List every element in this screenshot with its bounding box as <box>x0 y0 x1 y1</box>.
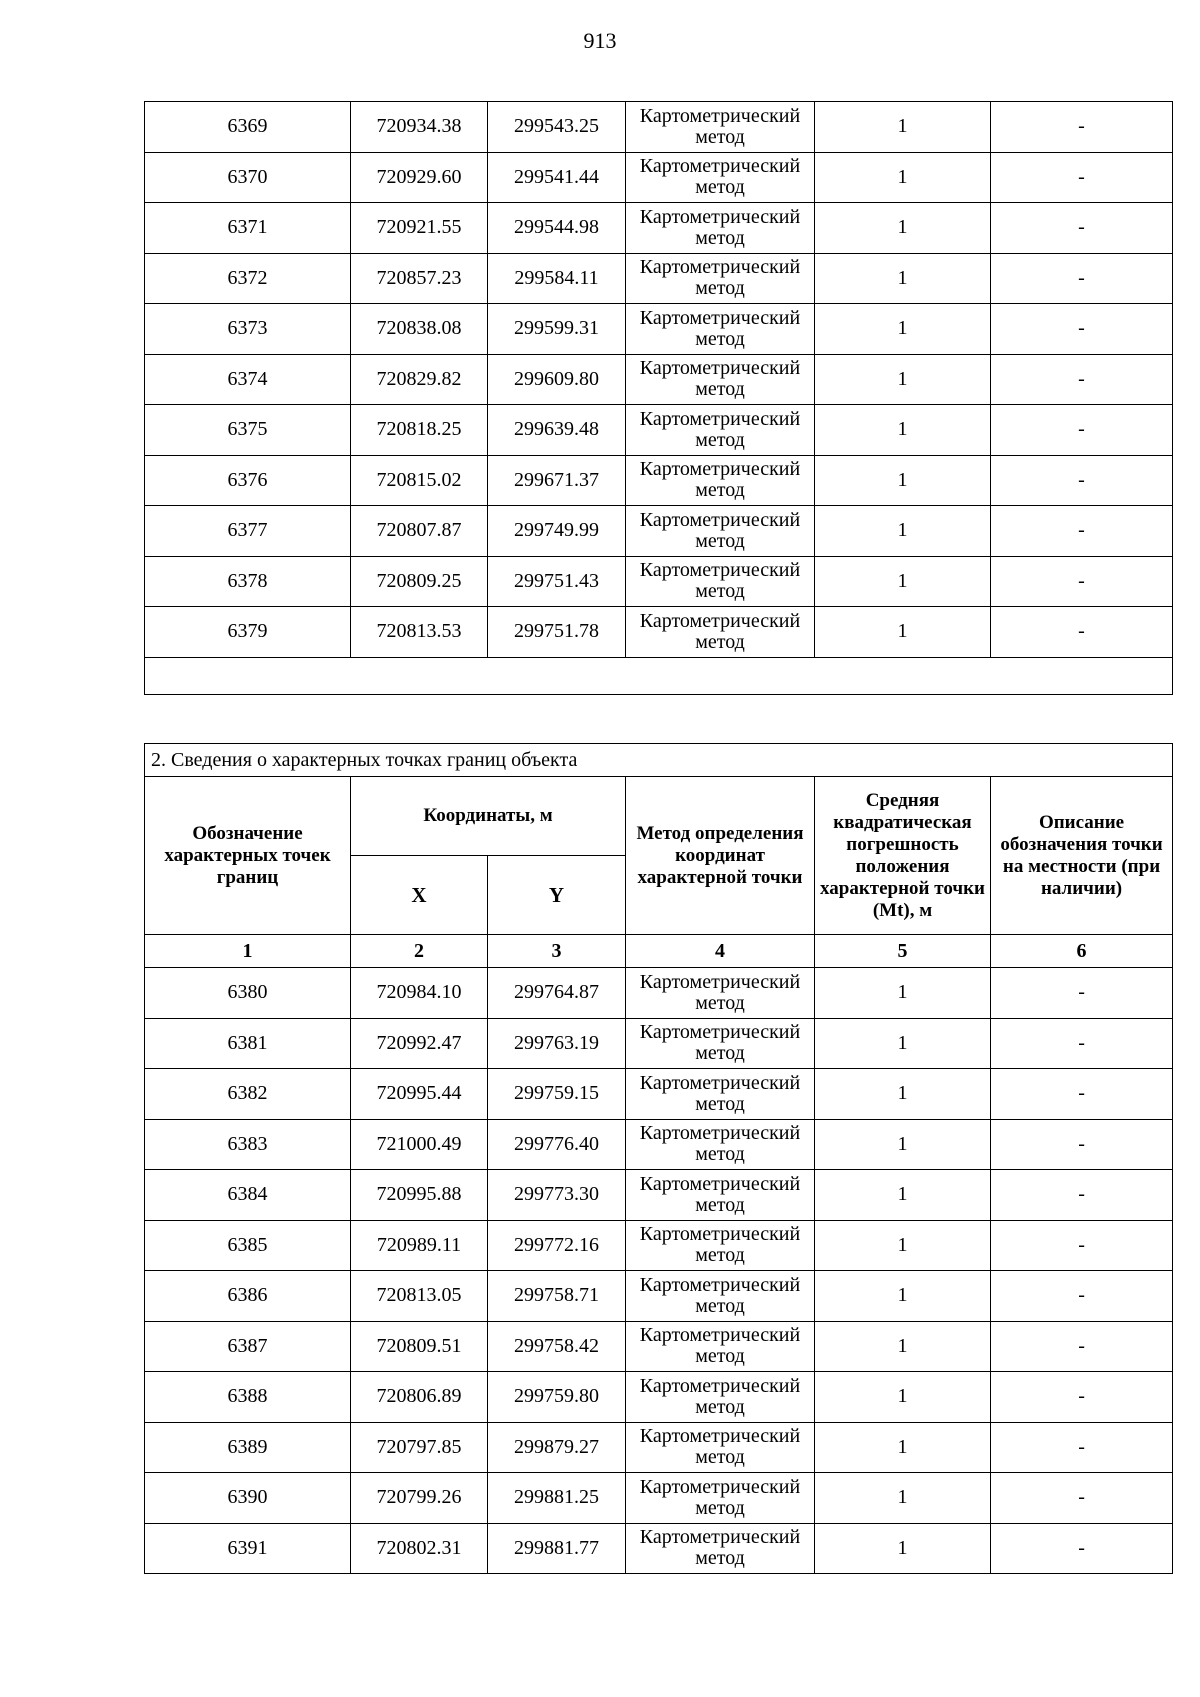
point-id-cell: 6389 <box>145 1422 351 1473</box>
x-coordinate-cell: 720813.05 <box>351 1271 488 1322</box>
y-coordinate-cell: 299881.25 <box>488 1473 626 1524</box>
error-value-cell: 1 <box>815 102 991 153</box>
description-cell: - <box>991 102 1173 153</box>
description-cell: - <box>991 253 1173 304</box>
error-value-cell: 1 <box>815 506 991 557</box>
error-value-cell: 1 <box>815 1422 991 1473</box>
error-value-cell: 1 <box>815 1220 991 1271</box>
description-cell: - <box>991 405 1173 456</box>
description-cell: - <box>991 152 1173 203</box>
description-cell: - <box>991 203 1173 254</box>
y-coordinate-cell: 299773.30 <box>488 1170 626 1221</box>
error-value-cell: 1 <box>815 1523 991 1574</box>
x-coordinate-cell: 720829.82 <box>351 354 488 405</box>
method-cell: Картометрический метод <box>626 354 815 405</box>
empty-row <box>145 657 1173 694</box>
error-value-cell: 1 <box>815 304 991 355</box>
point-id-cell: 6375 <box>145 405 351 456</box>
x-coordinate-cell: 720992.47 <box>351 1018 488 1069</box>
method-cell: Картометрический метод <box>626 1523 815 1574</box>
x-coordinate-cell: 720809.25 <box>351 556 488 607</box>
error-value-cell: 1 <box>815 1271 991 1322</box>
error-value-cell: 1 <box>815 1473 991 1524</box>
y-coordinate-cell: 299609.80 <box>488 354 626 405</box>
error-value-cell: 1 <box>815 152 991 203</box>
table-row <box>145 203 1173 254</box>
method-cell: Картометрический метод <box>626 1271 815 1322</box>
y-coordinate-cell: 299639.48 <box>488 405 626 456</box>
x-coordinate-cell: 720995.88 <box>351 1170 488 1221</box>
table-row <box>145 1069 1173 1120</box>
table-row <box>145 304 1173 355</box>
description-cell: - <box>991 354 1173 405</box>
x-coordinate-cell: 720802.31 <box>351 1523 488 1574</box>
table-row <box>145 455 1173 506</box>
column-numbers-row <box>145 935 1173 968</box>
error-value-cell: 1 <box>815 1119 991 1170</box>
method-cell: Картометрический метод <box>626 253 815 304</box>
table-row <box>145 1170 1173 1221</box>
description-cell: - <box>991 1523 1173 1574</box>
y-coordinate-cell: 299764.87 <box>488 968 626 1019</box>
error-value-cell: 1 <box>815 1170 991 1221</box>
coordinates-table-continued <box>144 101 1173 695</box>
table-row <box>145 152 1173 203</box>
description-cell: - <box>991 607 1173 658</box>
x-coordinate-cell: 720838.08 <box>351 304 488 355</box>
section-title: 2. Сведения о характерных точках границ объекта <box>145 744 1173 777</box>
error-value-cell: 1 <box>815 354 991 405</box>
point-id-cell: 6379 <box>145 607 351 658</box>
method-cell: Картометрический метод <box>626 1473 815 1524</box>
description-cell: - <box>991 1119 1173 1170</box>
y-coordinate-cell: 299758.42 <box>488 1321 626 1372</box>
point-id-cell: 6388 <box>145 1372 351 1423</box>
error-value-cell: 1 <box>815 607 991 658</box>
y-coordinate-cell: 299879.27 <box>488 1422 626 1473</box>
description-cell: - <box>991 968 1173 1019</box>
y-coordinate-cell: 299763.19 <box>488 1018 626 1069</box>
method-cell: Картометрический метод <box>626 152 815 203</box>
method-cell: Картометрический метод <box>626 1372 815 1423</box>
table-row <box>145 1523 1173 1574</box>
point-id-cell: 6380 <box>145 968 351 1019</box>
header-designation: Обозначение характерных точек границ <box>145 777 351 935</box>
x-coordinate-cell: 720995.44 <box>351 1069 488 1120</box>
x-coordinate-cell: 720921.55 <box>351 203 488 254</box>
header-y: Y <box>488 856 626 935</box>
column-number: 1 <box>145 935 351 968</box>
table-row <box>145 1220 1173 1271</box>
y-coordinate-cell: 299544.98 <box>488 203 626 254</box>
error-value-cell: 1 <box>815 203 991 254</box>
y-coordinate-cell: 299543.25 <box>488 102 626 153</box>
table-row <box>145 556 1173 607</box>
y-coordinate-cell: 299751.78 <box>488 607 626 658</box>
description-cell: - <box>991 1018 1173 1069</box>
x-coordinate-cell: 720989.11 <box>351 1220 488 1271</box>
method-cell: Картометрический метод <box>626 304 815 355</box>
x-coordinate-cell: 720934.38 <box>351 102 488 153</box>
y-coordinate-cell: 299599.31 <box>488 304 626 355</box>
column-number: 5 <box>815 935 991 968</box>
method-cell: Картометрический метод <box>626 1069 815 1120</box>
y-coordinate-cell: 299751.43 <box>488 556 626 607</box>
method-cell: Картометрический метод <box>626 968 815 1019</box>
point-id-cell: 6391 <box>145 1523 351 1574</box>
error-value-cell: 1 <box>815 556 991 607</box>
method-cell: Картометрический метод <box>626 1170 815 1221</box>
y-coordinate-cell: 299671.37 <box>488 455 626 506</box>
table-row <box>145 968 1173 1019</box>
description-cell: - <box>991 506 1173 557</box>
table-row <box>145 1271 1173 1322</box>
error-value-cell: 1 <box>815 455 991 506</box>
table-row <box>145 354 1173 405</box>
x-coordinate-cell: 720813.53 <box>351 607 488 658</box>
description-cell: - <box>991 304 1173 355</box>
x-coordinate-cell: 720799.26 <box>351 1473 488 1524</box>
description-cell: - <box>991 1170 1173 1221</box>
method-cell: Картометрический метод <box>626 556 815 607</box>
point-id-cell: 6387 <box>145 1321 351 1372</box>
y-coordinate-cell: 299759.80 <box>488 1372 626 1423</box>
y-coordinate-cell: 299776.40 <box>488 1119 626 1170</box>
page-number: 913 <box>583 28 617 53</box>
method-cell: Картометрический метод <box>626 1119 815 1170</box>
y-coordinate-cell: 299759.15 <box>488 1069 626 1120</box>
table-row <box>145 506 1173 557</box>
x-coordinate-cell: 721000.49 <box>351 1119 488 1170</box>
x-coordinate-cell: 720984.10 <box>351 968 488 1019</box>
table-row <box>145 1321 1173 1372</box>
error-value-cell: 1 <box>815 968 991 1019</box>
x-coordinate-cell: 720815.02 <box>351 455 488 506</box>
error-value-cell: 1 <box>815 1321 991 1372</box>
column-number: 2 <box>351 935 488 968</box>
x-coordinate-cell: 720929.60 <box>351 152 488 203</box>
table-row <box>145 1018 1173 1069</box>
method-cell: Картометрический метод <box>626 405 815 456</box>
x-coordinate-cell: 720809.51 <box>351 1321 488 1372</box>
description-cell: - <box>991 455 1173 506</box>
description-cell: - <box>991 556 1173 607</box>
point-id-cell: 6373 <box>145 304 351 355</box>
description-cell: - <box>991 1372 1173 1423</box>
method-cell: Картометрический метод <box>626 203 815 254</box>
table-row <box>145 1372 1173 1423</box>
description-cell: - <box>991 1321 1173 1372</box>
y-coordinate-cell: 299881.77 <box>488 1523 626 1574</box>
column-number: 4 <box>626 935 815 968</box>
point-id-cell: 6383 <box>145 1119 351 1170</box>
point-id-cell: 6390 <box>145 1473 351 1524</box>
column-number: 3 <box>488 935 626 968</box>
point-id-cell: 6378 <box>145 556 351 607</box>
method-cell: Картометрический метод <box>626 607 815 658</box>
method-cell: Картометрический метод <box>626 1321 815 1372</box>
description-cell: - <box>991 1220 1173 1271</box>
description-cell: - <box>991 1473 1173 1524</box>
column-number: 6 <box>991 935 1173 968</box>
error-value-cell: 1 <box>815 405 991 456</box>
table-row <box>145 1473 1173 1524</box>
point-id-cell: 6386 <box>145 1271 351 1322</box>
point-id-cell: 6384 <box>145 1170 351 1221</box>
x-coordinate-cell: 720857.23 <box>351 253 488 304</box>
point-id-cell: 6369 <box>145 102 351 153</box>
table-row <box>145 253 1173 304</box>
y-coordinate-cell: 299541.44 <box>488 152 626 203</box>
point-id-cell: 6371 <box>145 203 351 254</box>
error-value-cell: 1 <box>815 253 991 304</box>
method-cell: Картометрический метод <box>626 1422 815 1473</box>
y-coordinate-cell: 299584.11 <box>488 253 626 304</box>
method-cell: Картометрический метод <box>626 1018 815 1069</box>
method-cell: Картометрический метод <box>626 1220 815 1271</box>
table-row <box>145 1422 1173 1473</box>
point-id-cell: 6385 <box>145 1220 351 1271</box>
error-value-cell: 1 <box>815 1372 991 1423</box>
y-coordinate-cell: 299758.71 <box>488 1271 626 1322</box>
table-row <box>145 1119 1173 1170</box>
x-coordinate-cell: 720806.89 <box>351 1372 488 1423</box>
header-x: X <box>351 856 488 935</box>
x-coordinate-cell: 720797.85 <box>351 1422 488 1473</box>
description-cell: - <box>991 1271 1173 1322</box>
table-row <box>145 405 1173 456</box>
point-id-cell: 6370 <box>145 152 351 203</box>
point-id-cell: 6381 <box>145 1018 351 1069</box>
description-cell: - <box>991 1069 1173 1120</box>
table-row <box>145 102 1173 153</box>
x-coordinate-cell: 720807.87 <box>351 506 488 557</box>
point-id-cell: 6376 <box>145 455 351 506</box>
boundary-points-table <box>144 743 1173 1574</box>
method-cell: Картометрический метод <box>626 102 815 153</box>
header-error: Средняя квадратическая погрешность положения характерной точки (Mt), м <box>815 777 991 935</box>
error-value-cell: 1 <box>815 1069 991 1120</box>
header-method: Метод определения координат характерной точки <box>626 777 815 935</box>
description-cell: - <box>991 1422 1173 1473</box>
error-value-cell: 1 <box>815 1018 991 1069</box>
header-coordinates: Координаты, м <box>351 777 626 856</box>
y-coordinate-cell: 299772.16 <box>488 1220 626 1271</box>
point-id-cell: 6377 <box>145 506 351 557</box>
method-cell: Картометрический метод <box>626 506 815 557</box>
point-id-cell: 6372 <box>145 253 351 304</box>
header-description: Описание обозначения точки на местности (при наличии) <box>991 777 1173 935</box>
point-id-cell: 6382 <box>145 1069 351 1120</box>
y-coordinate-cell: 299749.99 <box>488 506 626 557</box>
method-cell: Картометрический метод <box>626 455 815 506</box>
table-row <box>145 607 1173 658</box>
x-coordinate-cell: 720818.25 <box>351 405 488 456</box>
point-id-cell: 6374 <box>145 354 351 405</box>
